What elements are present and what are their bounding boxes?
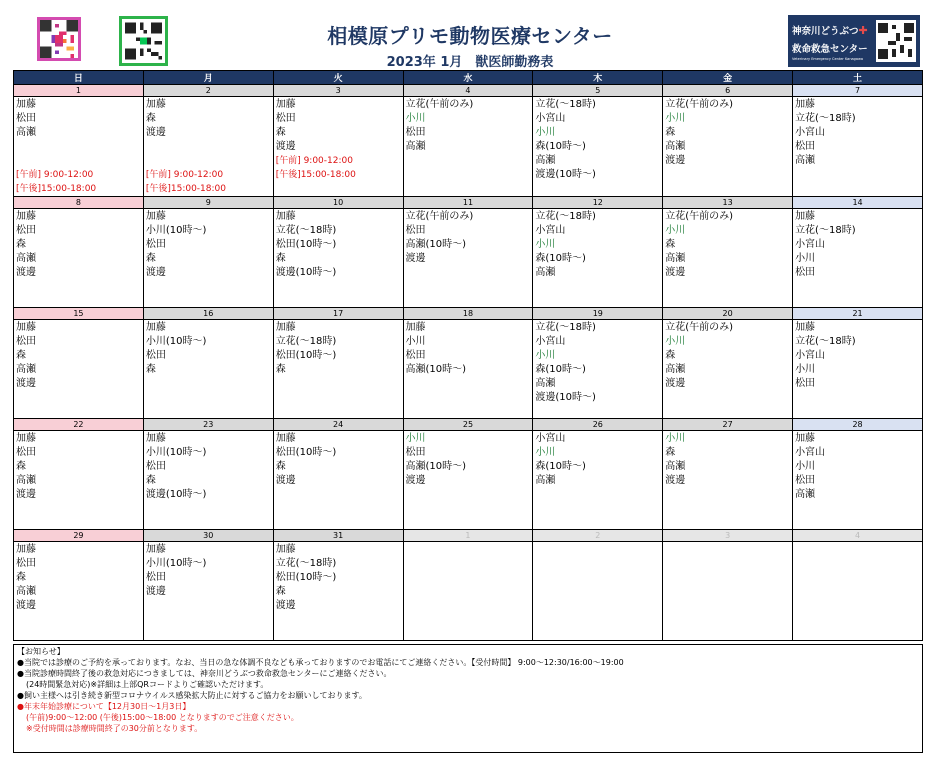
staff-name: 森 [16, 350, 26, 361]
staff-name: 加藤 [16, 433, 36, 444]
staff-name: 森 [275, 461, 286, 472]
line-qr-code[interactable] [119, 16, 168, 66]
day-cell [663, 197, 793, 308]
staff-list [404, 431, 533, 488]
staff-name: 高瀬 [795, 155, 816, 166]
staff-name: 小川 [795, 253, 816, 264]
staff-name: 森 [145, 364, 156, 375]
staff-name: 松田 [16, 558, 36, 569]
staff-list [14, 97, 143, 196]
staff-name: 森(10時～) [535, 461, 586, 472]
staff-name: 松田 [145, 572, 166, 583]
staff-name: 渡邊 [665, 155, 686, 166]
calendar-week-row [14, 530, 923, 641]
spacer [146, 140, 272, 168]
staff-list [404, 542, 533, 543]
staff-list [663, 431, 792, 488]
staff-name: 小川 [535, 447, 556, 458]
staff-name: 森 [275, 364, 286, 375]
staff-name: 松田 [145, 239, 166, 250]
staff-list [663, 97, 792, 168]
staff-name: 渡邊 [405, 475, 426, 486]
notice-line: ●年末年始診療について【12月30日～1月3日】 [17, 702, 191, 711]
calendar-week-row [14, 308, 923, 419]
staff-list [533, 209, 662, 280]
day-number: 2 [144, 85, 273, 97]
day-number: 1 [14, 85, 143, 97]
staff-name: 渡邊(10時～) [275, 267, 337, 278]
staff-name: 小宮山 [795, 239, 826, 250]
staff-list [533, 431, 662, 488]
staff-name: 小川 [665, 433, 686, 444]
day-number: 23 [144, 419, 273, 431]
staff-name: 小川 [405, 336, 426, 347]
notice-line: (午前)9:00～12:00 (午後)15:00～18:00 となりますのでご注意ください。 [26, 713, 299, 722]
hours-note: [午前] 9:00-12:00 [145, 170, 224, 180]
staff-name: 松田 [795, 378, 816, 389]
day-number: 2 [533, 530, 662, 542]
day-number: 7 [793, 85, 922, 97]
day-number: 17 [274, 308, 403, 320]
weekday-header: 金 [663, 71, 793, 85]
staff-name: 渡邊 [16, 489, 36, 500]
weekday-header-row [14, 71, 923, 85]
staff-name: 加藤 [275, 211, 296, 222]
day-cell [143, 85, 273, 197]
notice-line: ※受付時間は診療時間終了の30分前となります。 [26, 724, 203, 733]
notice-line: ●当院診療時間終了後の救急対応につきましては、神奈川どうぶつ救命救急センターにご連絡ください。 [17, 669, 392, 678]
staff-name: 松田 [795, 475, 816, 486]
day-cell [273, 197, 403, 308]
hours-note: [午後]15:00-18:00 [145, 184, 226, 194]
staff-name: 加藤 [275, 544, 296, 555]
staff-name: 立花(午前のみ) [665, 99, 734, 110]
staff-list [144, 209, 273, 280]
staff-name: 松田 [145, 461, 166, 472]
day-cell [14, 419, 144, 530]
duty-calendar [13, 70, 923, 641]
staff-list [533, 320, 662, 405]
day-cell [403, 530, 533, 641]
staff-name: 松田 [795, 141, 816, 152]
schedule-subtitle: 2023年 1月 獣医師勤務表 [386, 55, 554, 70]
staff-name: 高瀬 [535, 475, 556, 486]
staff-name: 松田 [145, 350, 166, 361]
day-cell [793, 419, 923, 530]
calendar-week-row [14, 197, 923, 308]
day-number: 12 [533, 197, 662, 209]
hours-note: [午後]15:00-18:00 [275, 170, 356, 180]
staff-name: 森(10時～) [535, 253, 586, 264]
staff-name: 渡邊 [275, 600, 296, 611]
badge-line1: 神奈川どうぶつ [792, 26, 859, 37]
day-number: 27 [663, 419, 792, 431]
staff-list [793, 320, 922, 391]
staff-list [533, 97, 662, 182]
staff-name: 高瀬 [535, 267, 556, 278]
staff-name: 松田 [16, 447, 36, 458]
staff-list [533, 542, 662, 543]
day-cell [533, 85, 663, 197]
day-number: 24 [274, 419, 403, 431]
staff-name: 加藤 [145, 99, 166, 110]
staff-name: 森 [275, 127, 286, 138]
staff-name: 松田(10時～) [275, 447, 337, 458]
day-cell [143, 197, 273, 308]
weekday-header: 木 [533, 71, 663, 85]
day-number: 29 [14, 530, 143, 542]
staff-name: 加藤 [795, 211, 816, 222]
day-cell [793, 85, 923, 197]
staff-list [663, 542, 792, 543]
spacer [16, 140, 142, 168]
day-cell [273, 308, 403, 419]
day-cell [143, 308, 273, 419]
staff-name: 小川 [665, 225, 686, 236]
notice-line: ●当院では診療のご予約を承っております。なお、当日の急な体調不良なども承っておりますのでお電話にてご連絡ください。【受付時間】 9:00～12:30/16:00～19:00 [17, 658, 624, 667]
staff-name: 渡邊 [16, 600, 36, 611]
staff-name: 小宮山 [535, 113, 566, 124]
day-number: 8 [14, 197, 143, 209]
staff-name: 立花(～18時) [535, 99, 596, 110]
staff-list [793, 542, 922, 543]
notice-line: (24時間緊急対応)※詳細は上部QRコードよりご確認いただけます。 [26, 680, 269, 689]
day-cell [793, 530, 923, 641]
day-cell [663, 308, 793, 419]
staff-name: 高瀬 [16, 127, 36, 138]
day-number: 15 [14, 308, 143, 320]
staff-name: 渡邊 [665, 378, 686, 389]
staff-name: 松田 [405, 350, 426, 361]
staff-name: 高瀬(10時～) [405, 461, 467, 472]
day-cell [143, 530, 273, 641]
staff-list [14, 431, 143, 502]
weekday-header: 火 [273, 71, 403, 85]
staff-list [274, 97, 403, 182]
staff-name: 小川 [665, 336, 686, 347]
staff-name: 森 [275, 586, 286, 597]
calendar-week-row [14, 419, 923, 530]
staff-name: 小川 [535, 350, 556, 361]
staff-name: 立花(午前のみ) [405, 211, 474, 222]
day-cell [273, 85, 403, 197]
staff-name: 小川(10時～) [145, 225, 207, 236]
staff-name: 森 [665, 447, 676, 458]
notice-line: ●飼い主様へは引き続き新型コロナウイルス感染拡大防止に対するご協力をお願いしております。 [17, 691, 367, 700]
day-cell [533, 308, 663, 419]
staff-name: 加藤 [16, 99, 36, 110]
staff-list [404, 209, 533, 266]
emergency-center-badge [788, 15, 920, 67]
day-number: 22 [14, 419, 143, 431]
staff-name: 小宮山 [795, 447, 826, 458]
day-number: 9 [144, 197, 273, 209]
staff-name: 小川 [535, 127, 556, 138]
staff-name: 高瀬 [16, 253, 36, 264]
day-cell [14, 85, 144, 197]
staff-name: 高瀬 [405, 141, 426, 152]
staff-list [663, 320, 792, 391]
staff-name: 渡邊(10時～) [535, 392, 596, 403]
day-cell [793, 308, 923, 419]
red-cross-icon: ✚ [858, 24, 868, 37]
day-number: 4 [404, 85, 533, 97]
staff-name: 森 [145, 113, 156, 124]
staff-name: 加藤 [405, 322, 426, 333]
staff-name: 小川 [665, 113, 686, 124]
staff-name: 森 [145, 475, 156, 486]
staff-name: 高瀬 [665, 364, 686, 375]
staff-name: 森 [16, 239, 26, 250]
staff-name: 加藤 [275, 99, 296, 110]
staff-name: 立花(～18時) [275, 225, 337, 236]
staff-list [274, 320, 403, 377]
day-cell [403, 419, 533, 530]
staff-name: 加藤 [275, 322, 296, 333]
staff-name: 加藤 [16, 211, 36, 222]
day-cell [273, 530, 403, 641]
day-number: 3 [274, 85, 403, 97]
staff-name: 高瀬 [795, 489, 816, 500]
day-cell [403, 308, 533, 419]
staff-name: 高瀬 [16, 364, 36, 375]
staff-name: 松田(10時～) [275, 350, 337, 361]
staff-name: 小川 [535, 239, 556, 250]
staff-list [663, 209, 792, 280]
staff-name: 松田 [16, 225, 36, 236]
staff-name: 小宮山 [535, 336, 566, 347]
staff-name: 渡邊(10時～) [145, 489, 207, 500]
staff-name: 森 [665, 350, 676, 361]
day-number: 11 [404, 197, 533, 209]
day-number: 16 [144, 308, 273, 320]
staff-name: 立花(～18時) [535, 322, 596, 333]
weekday-header: 水 [403, 71, 533, 85]
staff-name: 小川(10時～) [145, 447, 207, 458]
staff-name: 高瀬 [665, 461, 686, 472]
staff-name: 立花(午前のみ) [405, 99, 474, 110]
day-cell [533, 530, 663, 641]
day-cell [403, 197, 533, 308]
hours-note: [午後]15:00-18:00 [16, 184, 97, 194]
staff-name: 高瀬 [16, 586, 36, 597]
day-number: 13 [663, 197, 792, 209]
day-number: 10 [274, 197, 403, 209]
staff-name: 小宮山 [535, 225, 566, 236]
weekday-header: 日 [14, 71, 144, 85]
staff-name: 高瀬 [665, 141, 686, 152]
weekday-header: 土 [793, 71, 923, 85]
hours-note: [午前] 9:00-12:00 [16, 170, 94, 180]
day-cell [663, 419, 793, 530]
staff-name: 渡邊 [275, 141, 296, 152]
staff-name: 加藤 [795, 322, 816, 333]
day-cell [14, 197, 144, 308]
staff-name: 高瀬 [16, 475, 36, 486]
day-cell [273, 419, 403, 530]
staff-name: 松田 [795, 267, 816, 278]
staff-list [404, 320, 533, 377]
staff-list [14, 542, 143, 613]
badge-line2: 救命救急センター [792, 44, 868, 55]
staff-name: 立花(～18時) [275, 558, 337, 569]
day-number: 4 [793, 530, 922, 542]
staff-list [144, 431, 273, 502]
staff-name: 加藤 [16, 544, 36, 555]
staff-name: 加藤 [795, 433, 816, 444]
staff-name: 小川(10時～) [145, 558, 207, 569]
staff-name: 渡邊 [16, 267, 36, 278]
staff-name: 小川 [405, 433, 426, 444]
staff-name: 加藤 [145, 433, 166, 444]
page-title: 相模原プリモ動物医療センター [327, 24, 613, 48]
staff-name: 森 [16, 572, 26, 583]
day-number: 5 [533, 85, 662, 97]
staff-name: 高瀬 [535, 155, 556, 166]
staff-name: 松田 [405, 447, 426, 458]
staff-list [274, 209, 403, 280]
day-number: 3 [663, 530, 792, 542]
staff-name: 渡邊 [16, 378, 36, 389]
staff-list [144, 542, 273, 599]
day-number: 14 [793, 197, 922, 209]
staff-name: 渡邊 [145, 127, 166, 138]
staff-name: 立花(～18時) [795, 225, 856, 236]
staff-list [793, 97, 922, 168]
staff-name: 松田 [405, 225, 426, 236]
staff-name: 立花(～18時) [535, 211, 596, 222]
staff-name: 高瀬 [665, 253, 686, 264]
staff-list [793, 209, 922, 280]
day-number: 31 [274, 530, 403, 542]
staff-name: 高瀬 [535, 378, 556, 389]
day-number: 20 [663, 308, 792, 320]
staff-name: 森(10時～) [535, 141, 586, 152]
staff-name: 小川(10時～) [145, 336, 207, 347]
staff-name: 小川 [795, 461, 816, 472]
staff-name: 渡邊 [665, 475, 686, 486]
day-cell [663, 85, 793, 197]
staff-list [404, 97, 533, 154]
day-cell [143, 419, 273, 530]
staff-name: 森 [16, 461, 26, 472]
staff-name: 渡邊 [275, 475, 296, 486]
staff-name: 松田 [405, 127, 426, 138]
staff-name: 渡邊 [665, 267, 686, 278]
staff-name: 立花(～18時) [275, 336, 337, 347]
day-number: 21 [793, 308, 922, 320]
day-number: 6 [663, 85, 792, 97]
day-cell [533, 197, 663, 308]
staff-name: 立花(～18時) [795, 113, 856, 124]
day-number: 1 [404, 530, 533, 542]
instagram-qr-code[interactable] [37, 17, 81, 61]
notice-heading: 【お知らせ】 [17, 647, 65, 656]
staff-name: 加藤 [145, 322, 166, 333]
staff-list [274, 542, 403, 613]
staff-name: 高瀬(10時～) [405, 239, 467, 250]
staff-name: 加藤 [795, 99, 816, 110]
staff-name: 渡邊 [145, 267, 166, 278]
staff-name: 渡邊 [145, 586, 166, 597]
staff-name: 小川 [795, 364, 816, 375]
day-number: 19 [533, 308, 662, 320]
staff-name: 森 [665, 127, 676, 138]
hours-note: [午前] 9:00-12:00 [275, 156, 353, 166]
calendar-week-row [14, 85, 923, 197]
staff-list [144, 97, 273, 196]
staff-list [793, 431, 922, 502]
day-cell [14, 308, 144, 419]
staff-name: 森 [145, 253, 156, 264]
day-number: 28 [793, 419, 922, 431]
staff-name: 森(10時～) [535, 364, 586, 375]
day-number: 30 [144, 530, 273, 542]
staff-name: 小宮山 [795, 350, 826, 361]
staff-list [14, 320, 143, 391]
staff-list [144, 320, 273, 377]
day-cell [14, 530, 144, 641]
day-cell [403, 85, 533, 197]
staff-list [14, 209, 143, 280]
staff-name: 森 [275, 253, 286, 264]
day-number: 26 [533, 419, 662, 431]
staff-name: 立花(午前のみ) [665, 211, 734, 222]
staff-name: 松田(10時～) [275, 572, 337, 583]
notice-box [13, 644, 923, 753]
staff-list [274, 431, 403, 488]
staff-name: 森 [665, 239, 676, 250]
staff-name: 立花(～18時) [795, 336, 856, 347]
staff-name: 小宮山 [795, 127, 826, 138]
staff-name: 立花(午前のみ) [665, 322, 734, 333]
staff-name: 小宮山 [535, 433, 566, 444]
day-cell [663, 530, 793, 641]
staff-name: 加藤 [145, 211, 166, 222]
staff-name: 加藤 [275, 433, 296, 444]
staff-name: 加藤 [16, 322, 36, 333]
staff-name: 松田(10時～) [275, 239, 337, 250]
day-number: 18 [404, 308, 533, 320]
staff-name: 渡邊(10時～) [535, 169, 596, 180]
staff-name: 渡邊 [405, 253, 426, 264]
staff-name: 高瀬(10時～) [405, 364, 467, 375]
day-cell [533, 419, 663, 530]
badge-line3: Veterinary Emergency Center Kanagawa [792, 57, 864, 61]
staff-name: 松田 [275, 113, 296, 124]
emergency-center-qr-code[interactable] [876, 20, 916, 62]
staff-name: 松田 [16, 336, 36, 347]
staff-name: 加藤 [145, 544, 166, 555]
weekday-header: 月 [143, 71, 273, 85]
staff-name: 松田 [16, 113, 36, 124]
day-cell [793, 197, 923, 308]
staff-name: 小川 [405, 113, 426, 124]
day-number: 25 [404, 419, 533, 431]
